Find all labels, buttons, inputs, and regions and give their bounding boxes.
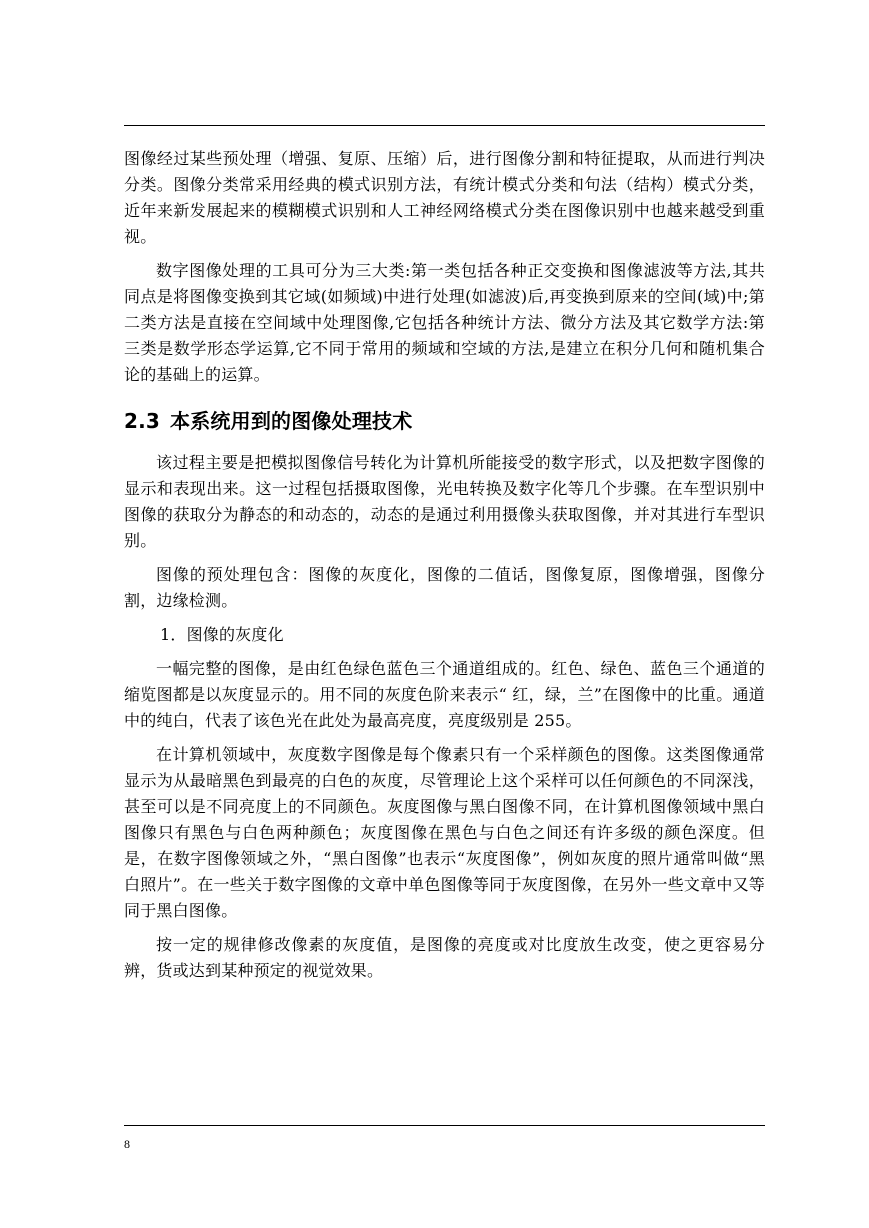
page-number: 8 [124,1137,130,1151]
section-heading [124,408,765,434]
paragraph-gray-modification: 按一定的规律修改像素的灰度值，是图像的亮度或对比度放生改变，使之更容易分辨，货或达到某种预定的视觉效果。 [124,935,765,980]
paragraph-acquisition: 该过程主要是把模拟图像信号转化为计算机所能接受的数字形式，以及把数字图像的显示和表现出来。这一过程包括摄取图像，光电转换及数字化等几个步骤。在车型识别中图像的获取分为静态的和动态的，动态的是通过利用摄像头获取图像，并对其进行车型识别。 [124,453,765,550]
section-title: 本系统用到的图像处理技术 [170,409,413,433]
paragraph-tool-categories: 数字图像处理的工具可分为三大类:第一类包括各种正交变换和图像滤波等方法,其共同点是将图像变换到其它域(如频域)中进行处理(如滤波)后,再变换到原来的空间(域)中;第二类方法是直接在空间域中处理图像,它包括各种统计方法、微分方法及其它数学方法:第三类是数学形态学运算,它不同于常用的频域和空域的方法,是建立在积分几何和随机集合论的基础上的运算。 [124,261,765,384]
header-rule [124,125,765,126]
list-item-grayscale: 1．图像的灰度化 [160,625,284,644]
paragraph-preprocessing: 图像的预处理包含：图像的灰度化，图像的二值话，图像复原，图像增强，图像分割，边缘检测。 [124,565,765,610]
section-number: 2.3 [124,409,161,433]
paragraph-rgb-channels: 一幅完整的图像，是由红色绿色蓝色三个通道组成的。红色、绿色、蓝色三个通道的缩览图都是以灰度显示的。用不同的灰度色阶来表示“ 红，绿，兰”在图像中的比重。通道中的纯白，代表了该色光在此处为最高亮度，亮度级别是 255。 [124,659,765,730]
page-body [124,146,765,984]
paragraph-intro-continuation: 图像经过某些预处理（增强、复原、压缩）后，进行图像分割和特征提取，从而进行判决分类。图像分类常采用经典的模式识别方法，有统计模式分类和句法（结构）模式分类，近年来新发展起来的模糊模式识别和人工神经网络模式分类在图像识别中也越来越受到重视。 [124,149,765,246]
paragraph-grayscale-definition: 在计算机领域中，灰度数字图像是每个像素只有一个采样颜色的图像。这类图像通常显示为从最暗黑色到最亮的白色的灰度，尽管理论上这个采样可以任何颜色的不同深浅，甚至可以是不同亮度上的不同颜色。灰度图像与黑白图像不同，在计算机图像领域中黑白图像只有黑色与白色两种颜色；灰度图像在黑色与白色之间还有许多级的颜色深度。但是，在数字图像领域之外，“黑白图像”也表示“灰度图像”，例如灰度的照片通常叫做“黑白照片”。在一些关于数字图像的文章中单色图像等同于灰度图像，在另外一些文章中又等同于黑白图像。 [124,745,765,920]
footer-rule [124,1125,765,1126]
